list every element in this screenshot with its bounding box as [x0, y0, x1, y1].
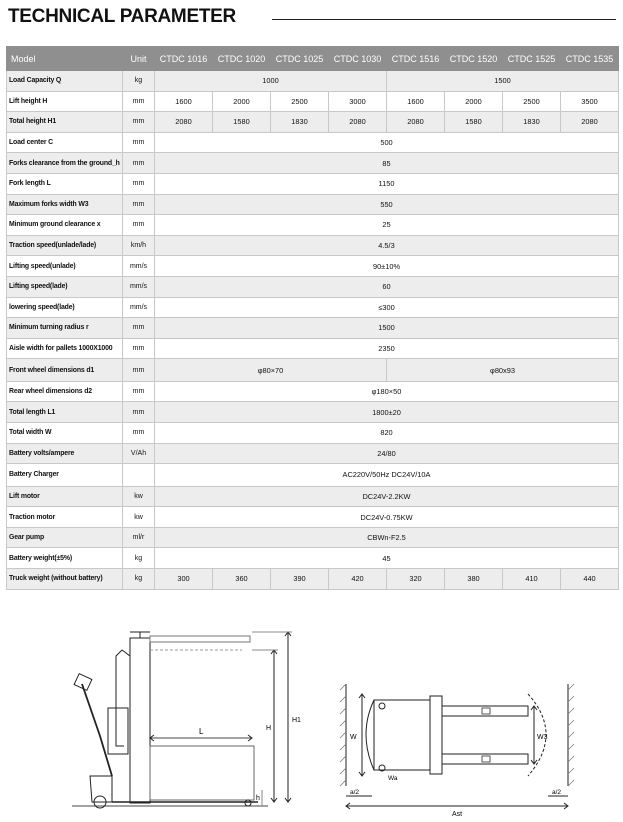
header-unit: Unit [123, 47, 155, 71]
row-label: Gear pump [7, 527, 123, 548]
side-view-drawing [52, 626, 302, 816]
row-label: Total height H1 [7, 112, 123, 133]
table-row [7, 112, 619, 133]
row-value: 2000 [213, 91, 271, 112]
table-header-row [7, 47, 619, 71]
row-value: 24/80 [155, 443, 619, 464]
table-row [7, 235, 619, 256]
header-model-name: CTDC 1535 [561, 47, 619, 71]
row-label: Traction motor [7, 507, 123, 528]
row-value: 4.5/3 [155, 235, 619, 256]
truck-rear-arc [366, 700, 374, 770]
row-label: Total width W [7, 423, 123, 444]
row-unit: mm [123, 402, 155, 423]
table-row [7, 153, 619, 174]
row-unit: mm [123, 338, 155, 359]
load-wheel [245, 800, 251, 806]
row-value: 1150 [155, 173, 619, 194]
row-label: Fork length L [7, 173, 123, 194]
dim-ast-label: Ast [452, 811, 463, 818]
load-pallet [150, 746, 254, 800]
row-value: 500 [155, 132, 619, 153]
table-row [7, 507, 619, 528]
table-row [7, 71, 619, 92]
row-unit: mm [123, 215, 155, 236]
row-value: 1600 [155, 91, 213, 112]
header-model-name: CTDC 1025 [271, 47, 329, 71]
row-unit: mm [123, 112, 155, 133]
row-label: Battery Charger [7, 464, 123, 487]
title-rule [272, 19, 616, 20]
row-label: Battery volts/ampere [7, 443, 123, 464]
row-value: ≤300 [155, 297, 619, 318]
table-row [7, 527, 619, 548]
page-title: TECHNICAL PARAMETER [8, 6, 236, 27]
table-row [7, 256, 619, 277]
row-value: 320 [387, 569, 445, 590]
caster-wheel [379, 703, 385, 709]
row-value: 2500 [271, 91, 329, 112]
row-value: 1830 [503, 112, 561, 133]
row-unit: kw [123, 507, 155, 528]
row-label: Rear wheel dimensions d2 [7, 381, 123, 402]
row-value: 820 [155, 423, 619, 444]
row-unit: mm/s [123, 297, 155, 318]
spec-table [6, 46, 619, 590]
row-label: Lifting speed(lade) [7, 276, 123, 297]
row-label: lowering speed(lade) [7, 297, 123, 318]
row-value: 45 [155, 548, 619, 569]
row-value: 390 [271, 569, 329, 590]
dim-wa-label: Wa [388, 775, 398, 782]
row-unit: kg [123, 569, 155, 590]
truck-body [374, 700, 430, 770]
dim-h-label: H [266, 725, 272, 732]
row-unit: mm [123, 381, 155, 402]
row-unit: mm [123, 173, 155, 194]
table-row [7, 402, 619, 423]
dim-h1-label: H1 [292, 717, 301, 724]
row-value: CBWn-F2.5 [155, 527, 619, 548]
row-label: Lift height H [7, 91, 123, 112]
row-group-value: φ80×70 [155, 359, 387, 382]
row-label: Front wheel dimensions d1 [7, 359, 123, 382]
header-model-name: CTDC 1016 [155, 47, 213, 71]
row-value: 1800±20 [155, 402, 619, 423]
row-value: 1580 [213, 112, 271, 133]
table-row [7, 443, 619, 464]
row-value: 60 [155, 276, 619, 297]
table-row [7, 569, 619, 590]
header-model-name: CTDC 1020 [213, 47, 271, 71]
row-value: 85 [155, 153, 619, 174]
row-group-value: 1000 [155, 71, 387, 92]
table-row [7, 194, 619, 215]
row-value: 1580 [445, 112, 503, 133]
row-value: 440 [561, 569, 619, 590]
table-row [7, 132, 619, 153]
row-unit: mm [123, 153, 155, 174]
row-value: 360 [213, 569, 271, 590]
row-value: 2000 [445, 91, 503, 112]
row-label: Load Capacity Q [7, 71, 123, 92]
row-value: 550 [155, 194, 619, 215]
row-value: 3000 [329, 91, 387, 112]
row-value: 2080 [387, 112, 445, 133]
row-unit: ml/r [123, 527, 155, 548]
row-label: Truck weight (without battery) [7, 569, 123, 590]
row-unit: km/h [123, 235, 155, 256]
row-value: 410 [503, 569, 561, 590]
row-label: Aisle width for pallets 1000X1000 [7, 338, 123, 359]
spec-table-body [7, 47, 619, 590]
header-model: Model [7, 47, 123, 71]
top-view-drawing [332, 676, 584, 818]
row-value: 300 [155, 569, 213, 590]
table-row [7, 215, 619, 236]
row-group-value: 1500 [387, 71, 619, 92]
row-unit: mm/s [123, 256, 155, 277]
mast-frame [130, 638, 150, 803]
dim-small-h-label: h [256, 795, 260, 802]
row-value: 3500 [561, 91, 619, 112]
control-box [108, 708, 128, 754]
row-unit: mm [123, 359, 155, 382]
table-row [7, 486, 619, 507]
table-row [7, 276, 619, 297]
row-value: AC220V/50Hz DC24V/10A [155, 464, 619, 487]
table-row [7, 464, 619, 487]
row-label: Traction speed(unlade/lade) [7, 235, 123, 256]
row-unit: mm/s [123, 276, 155, 297]
row-label: Battery weight(±5%) [7, 548, 123, 569]
row-unit: V/Ah [123, 443, 155, 464]
row-value: φ180×50 [155, 381, 619, 402]
row-unit: mm [123, 423, 155, 444]
row-value: 2080 [329, 112, 387, 133]
table-row [7, 423, 619, 444]
row-value: 420 [329, 569, 387, 590]
row-label: Total length L1 [7, 402, 123, 423]
dim-a2-right-label: a/2 [552, 789, 562, 796]
table-row [7, 173, 619, 194]
row-value: 25 [155, 215, 619, 236]
title-row [8, 6, 616, 34]
row-unit: kw [123, 486, 155, 507]
row-value: DC24V-0.75KW [155, 507, 619, 528]
row-label: Minimum turning radius r [7, 318, 123, 339]
row-value: 90±10% [155, 256, 619, 277]
row-label: Maximum forks width W3 [7, 194, 123, 215]
row-unit: mm [123, 194, 155, 215]
header-model-name: CTDC 1520 [445, 47, 503, 71]
row-value: 2500 [503, 91, 561, 112]
header-model-name: CTDC 1030 [329, 47, 387, 71]
row-label: Load center C [7, 132, 123, 153]
row-value: 2080 [155, 112, 213, 133]
dim-w3-label: W3 [537, 734, 548, 741]
row-group-value: φ80x93 [387, 359, 619, 382]
row-value: 380 [445, 569, 503, 590]
row-unit: kg [123, 548, 155, 569]
row-unit: mm [123, 132, 155, 153]
row-value: 2350 [155, 338, 619, 359]
drive-housing [90, 776, 112, 802]
header-model-name: CTDC 1516 [387, 47, 445, 71]
table-row [7, 338, 619, 359]
row-label: Lift motor [7, 486, 123, 507]
row-value: DC24V-2.2KW [155, 486, 619, 507]
row-unit: mm [123, 318, 155, 339]
table-row [7, 318, 619, 339]
row-value: 1500 [155, 318, 619, 339]
dim-w-label: W [350, 734, 357, 741]
row-unit: mm [123, 91, 155, 112]
row-unit [123, 464, 155, 487]
table-row [7, 548, 619, 569]
row-value: 1830 [271, 112, 329, 133]
header-model-name: CTDC 1525 [503, 47, 561, 71]
carriage [430, 696, 442, 774]
dim-l-label: L [199, 727, 204, 736]
table-row [7, 381, 619, 402]
row-value: 1600 [387, 91, 445, 112]
row-value: 2080 [561, 112, 619, 133]
table-row [7, 91, 619, 112]
row-label: Minimum ground clearance x [7, 215, 123, 236]
table-row [7, 297, 619, 318]
row-unit: kg [123, 71, 155, 92]
dim-a2-left-label: a/2 [350, 789, 360, 796]
row-label: Lifting speed(unlade) [7, 256, 123, 277]
table-row [7, 359, 619, 382]
row-label: Forks clearance from the ground_h [7, 153, 123, 174]
